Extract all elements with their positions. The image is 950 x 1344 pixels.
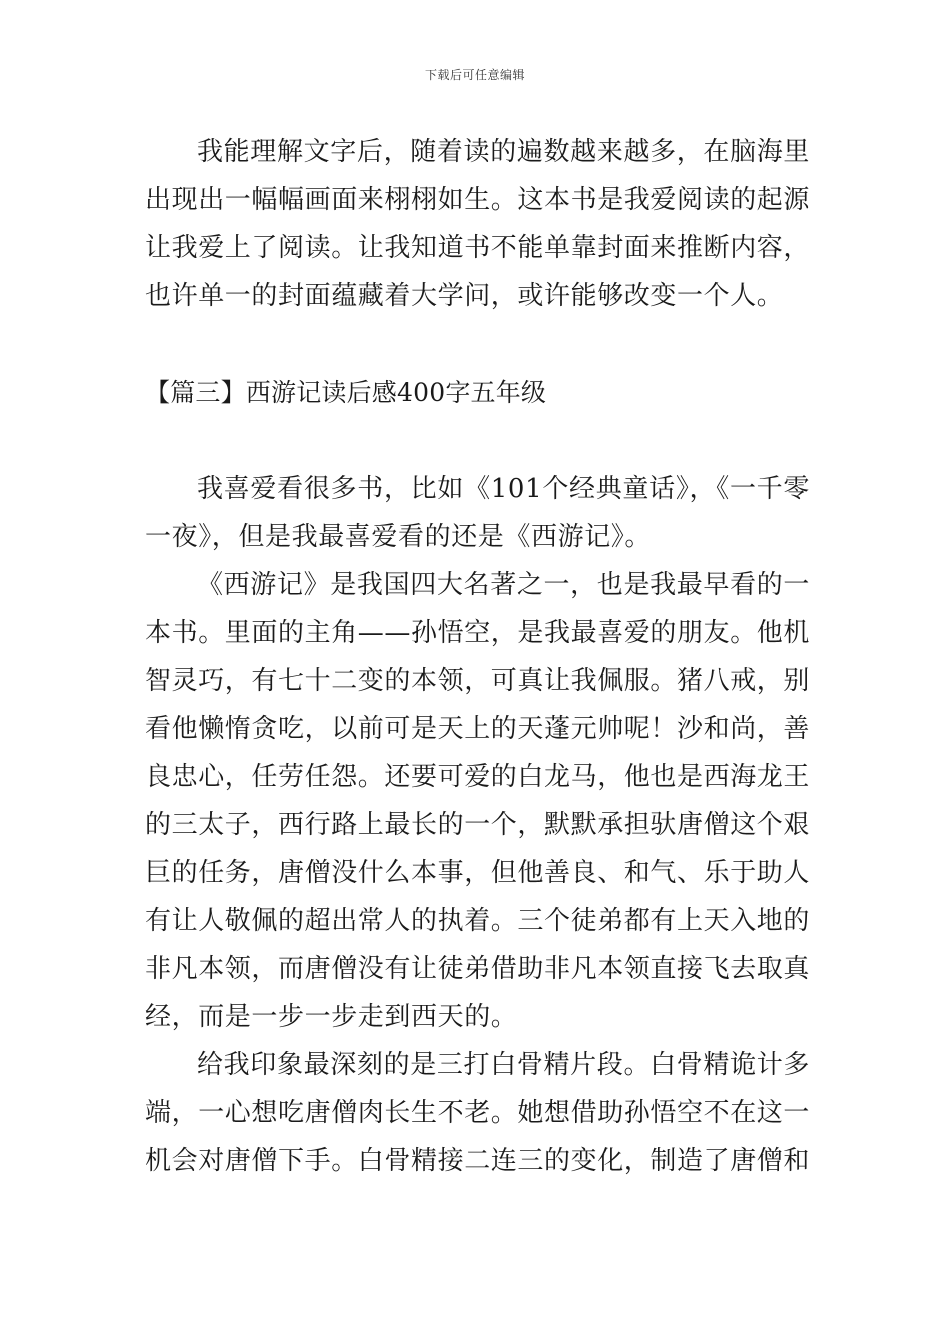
body-paragraph-3: 给我印象最深刻的是三打白骨精片段。白骨精诡计多端，一心想吃唐僧肉长生不老。她想借助孙悟空不在这一机会对唐僧下手。白骨精接二连三的变化，制造了唐僧和 (145, 1050, 811, 1176)
intro-paragraph: 我能理解文字后，随着读的遍数越来越多，在脑海里出现出一幅幅画面来栩栩如生。这本书是我爱阅读的起源让我爱上了阅读。让我知道书不能单靠封面来推断内容，也许单一的封面蕴藏着大学问，或许能够改变一个人。 (145, 137, 811, 311)
document-body (145, 128, 810, 1185)
spacer (145, 417, 810, 465)
body-paragraph-1: 我喜爱看很多书，比如《101个经典童话》，《一千零一夜》，但是我最喜爱看的还是《西游记》。 (145, 474, 810, 552)
body-paragraph-2: 《西游记》是我国四大名著之一，也是我最早看的一本书。里面的主角——孙悟空，是我最喜爱的朋友。他机智灵巧，有七十二变的本领，可真让我佩服。猪八戒，别看他懒惰贪吃，以前可是天上的天蓬元帅呢！沙和尚，善良忠心，任劳任怨。还要可爱的白龙马，他也是西海龙王的三太子，西行路上最长的一个，默默承担驮唐僧这个艰巨的任务，唐僧没什么本事，但他善良、和气、乐于助人有让人敬佩的超出常人的执着。三个徒弟都有上天入地的非凡本领，而唐僧没有让徒弟借助非凡本领直接飞去取真经，而是一步一步走到西天的。 (145, 570, 811, 1032)
spacer (145, 320, 810, 369)
section-heading: 【篇三】西游记读后感400字五年级 (145, 378, 547, 407)
page-header-note: 下载后可任意编辑 (424, 68, 525, 82)
